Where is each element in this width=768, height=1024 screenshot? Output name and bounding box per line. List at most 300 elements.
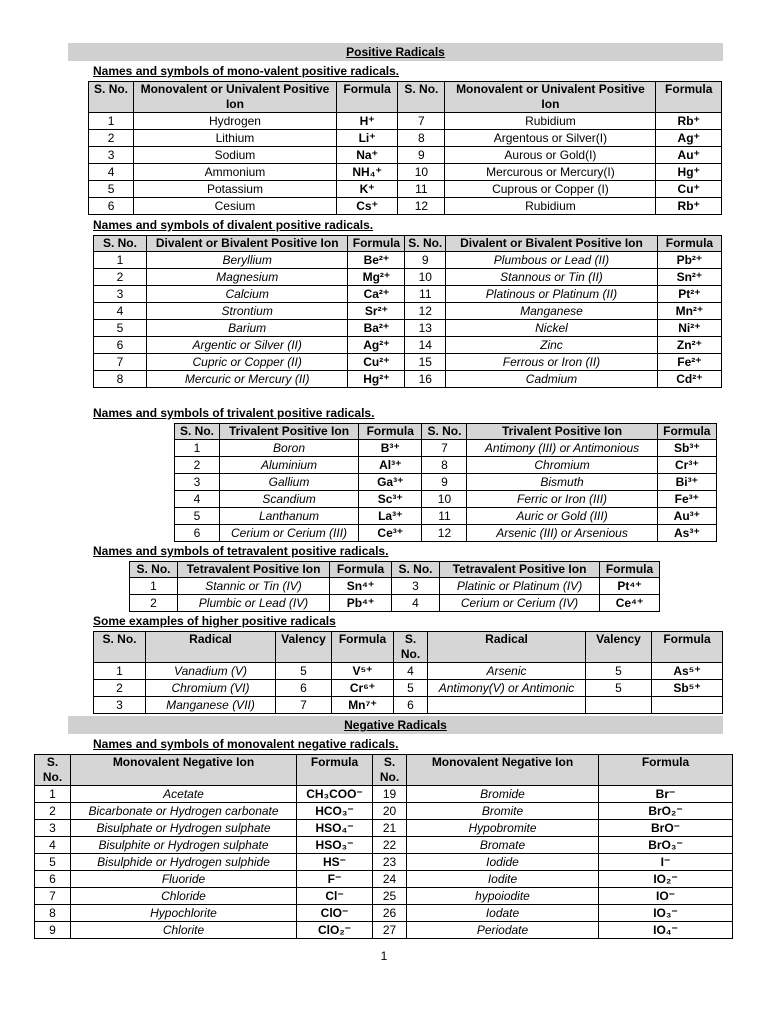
column-header: S. No. [373,755,407,786]
ion-name-cell: Gallium [219,474,358,491]
ion-name-cell: Calcium [146,286,348,303]
formula-cell: IO⁻ [599,888,733,905]
serial-cell: 26 [373,905,407,922]
table-row [35,922,733,939]
ion-name-cell: Cuprous or Copper (I) [445,181,656,198]
table-row [94,371,722,388]
higher-positive-table [93,631,723,714]
serial-cell: 10 [422,491,467,508]
formula-cell: Pb⁴⁺ [330,595,392,612]
ion-name-cell: Cadmium [446,371,658,388]
table-row [94,663,723,680]
table-row [175,491,717,508]
ion-name-cell: Cerium or Cerium (III) [219,525,358,542]
serial-cell: 15 [405,354,446,371]
serial-cell: 24 [373,871,407,888]
serial-cell: 12 [422,525,467,542]
tri-positive-table [174,423,717,542]
serial-cell: 5 [175,508,220,525]
serial-cell: 9 [398,147,445,164]
serial-cell: 1 [130,578,178,595]
formula-cell: Fe²⁺ [657,354,721,371]
higher-positive-caption: Some examples of higher positive radicals [93,614,336,628]
ion-name-cell: Zinc [446,337,658,354]
column-header: Divalent or Bivalent Positive Ion [446,236,658,252]
ion-name-cell: Iodate [407,905,599,922]
serial-cell: 27 [373,922,407,939]
serial-cell: 7 [94,354,147,371]
formula-cell: Cd²⁺ [657,371,721,388]
column-header: Monovalent or Univalent Positive Ion [134,82,337,113]
column-header: S. No. [94,632,146,663]
serial-cell: 11 [405,286,446,303]
formula-cell: HSO₃⁻ [297,837,373,854]
formula-cell: Au³⁺ [657,508,716,525]
table-row [94,303,722,320]
ion-name-cell: Mercurous or Mercury(I) [445,164,656,181]
ion-name-cell: Arsenic (III) or Arsenious [467,525,657,542]
ion-name-cell: Bisulphite or Hydrogen sulphate [71,837,297,854]
formula-cell: Be²⁺ [348,252,405,269]
ion-name-cell: Cupric or Copper (II) [146,354,348,371]
formula-cell: IO₃⁻ [599,905,733,922]
serial-cell: 6 [35,871,71,888]
ion-name-cell: Hydrogen [134,113,337,130]
ion-name-cell: Beryllium [146,252,348,269]
formula-cell: I⁻ [599,854,733,871]
serial-cell: 25 [373,888,407,905]
formula-cell: As³⁺ [657,525,716,542]
column-header: Radical [146,632,276,663]
formula-cell: Br⁻ [599,786,733,803]
ion-name-cell: Chromium [467,457,657,474]
formula-cell: Fe³⁺ [657,491,716,508]
formula-cell: HS⁻ [297,854,373,871]
ion-name-cell: Iodide [407,854,599,871]
serial-cell: 22 [373,837,407,854]
valency-cell: 6 [276,680,332,697]
ion-name-cell: Bicarbonate or Hydrogen carbonate [71,803,297,820]
table-row [94,680,723,697]
column-header: Formula [652,632,723,663]
table-row [35,888,733,905]
formula-cell: CH₃COO⁻ [297,786,373,803]
formula-cell: Ga³⁺ [359,474,422,491]
serial-cell: 21 [373,820,407,837]
ion-name-cell: Bromite [407,803,599,820]
formula-cell: Rb⁺ [656,198,722,215]
column-header: S. No. [394,632,428,663]
table-row [35,837,733,854]
formula-cell: Rb⁺ [656,113,722,130]
table-row [94,320,722,337]
serial-cell: 6 [394,697,428,714]
ion-name-cell: Plumbous or Lead (II) [446,252,658,269]
column-header: Formula [600,562,660,578]
serial-cell: 5 [89,181,134,198]
column-header: Formula [657,236,721,252]
di-positive-caption: Names and symbols of divalent positive radicals. [93,218,374,232]
ion-name-cell: Stannic or Tin (IV) [178,578,330,595]
ion-name-cell: Bromate [407,837,599,854]
table-row [89,198,722,215]
serial-cell: 1 [89,113,134,130]
table-row [89,130,722,147]
column-header: Trivalent Positive Ion [467,424,657,440]
table-row [35,786,733,803]
ion-name-cell: Antimony (III) or Antimonious [467,440,657,457]
formula-cell: BrO₂⁻ [599,803,733,820]
column-header: Formula [332,632,394,663]
table-row [94,697,723,714]
valency-cell: 5 [586,680,652,697]
formula-cell: Cu⁺ [656,181,722,198]
serial-cell: 14 [405,337,446,354]
serial-cell: 13 [405,320,446,337]
formula-cell: Li⁺ [336,130,397,147]
column-header: Formula [348,236,405,252]
ion-name-cell: Bisulphate or Hydrogen sulphate [71,820,297,837]
serial-cell: 3 [94,286,147,303]
column-header: Formula [657,424,716,440]
formula-cell: Ba²⁺ [348,320,405,337]
serial-cell: 3 [89,147,134,164]
formula-cell: Pt²⁺ [657,286,721,303]
column-header: Radical [428,632,586,663]
table-row [94,286,722,303]
serial-cell: 4 [94,303,147,320]
formula-cell: Ce³⁺ [359,525,422,542]
column-header: Formula [297,755,373,786]
ion-name-cell: Cesium [134,198,337,215]
formula-cell: HSO₄⁻ [297,820,373,837]
ion-name-cell: Rubidium [445,113,656,130]
table-row [130,595,660,612]
column-header: Formula [336,82,397,113]
formula-cell: Sn²⁺ [657,269,721,286]
ion-name-cell: Ammonium [134,164,337,181]
tri-positive-caption: Names and symbols of trivalent positive radicals. [93,406,375,420]
formula-cell: H⁺ [336,113,397,130]
ion-name-cell: Lanthanum [219,508,358,525]
serial-cell: 3 [94,697,146,714]
table-row [35,854,733,871]
formula-cell: ClO₂⁻ [297,922,373,939]
formula-cell: BrO⁻ [599,820,733,837]
ion-name-cell: Boron [219,440,358,457]
table-row [94,337,722,354]
column-header: Trivalent Positive Ion [219,424,358,440]
ion-name-cell: Rubidium [445,198,656,215]
ion-name-cell: hypoiodite [407,888,599,905]
serial-cell: 10 [398,164,445,181]
serial-cell: 6 [175,525,220,542]
formula-cell: Hg⁺ [656,164,722,181]
formula-cell: Mn²⁺ [657,303,721,320]
header-row [94,236,722,252]
formula-cell: B³⁺ [359,440,422,457]
serial-cell: 2 [89,130,134,147]
serial-cell: 5 [35,854,71,871]
column-header: Divalent or Bivalent Positive Ion [146,236,348,252]
table-row [35,820,733,837]
page-number: 1 [380,949,388,963]
formula-cell: Sc³⁺ [359,491,422,508]
formula-cell: As⁵⁺ [652,663,723,680]
serial-cell: 2 [94,269,147,286]
header-row [175,424,717,440]
table-row [35,871,733,888]
valency-cell [586,697,652,714]
valency-cell: 5 [276,663,332,680]
serial-cell: 1 [94,252,147,269]
serial-cell: 3 [35,820,71,837]
ion-name-cell: Scandium [219,491,358,508]
table-row [35,905,733,922]
ion-name-cell: Barium [146,320,348,337]
formula-cell: Sr²⁺ [348,303,405,320]
formula-cell: Hg²⁺ [348,371,405,388]
formula-cell: Ag²⁺ [348,337,405,354]
ion-name-cell: Mercuric or Mercury (II) [146,371,348,388]
table-row [130,578,660,595]
serial-cell: 8 [398,130,445,147]
formula-cell: Cu²⁺ [348,354,405,371]
negative-radicals-heading: Negative Radicals [68,716,723,734]
ion-name-cell: Bromide [407,786,599,803]
ion-name-cell: Ferric or Iron (III) [467,491,657,508]
header-row [89,82,722,113]
column-header: S. No. [130,562,178,578]
ion-name-cell: Bisulphide or Hydrogen sulphide [71,854,297,871]
column-header: S. No. [422,424,467,440]
table-row [94,252,722,269]
serial-cell: 16 [405,371,446,388]
ion-name-cell: Chloride [71,888,297,905]
formula-cell: Mn⁷⁺ [332,697,394,714]
formula-cell: Sb³⁺ [657,440,716,457]
serial-cell: 20 [373,803,407,820]
ion-name-cell: Nickel [446,320,658,337]
formula-cell: Ce⁴⁺ [600,595,660,612]
ion-name-cell: Lithium [134,130,337,147]
ion-name-cell: Auric or Gold (III) [467,508,657,525]
column-header: Formula [599,755,733,786]
ion-name-cell: Hypochlorite [71,905,297,922]
ion-name-cell [428,697,586,714]
ion-name-cell: Aurous or Gold(I) [445,147,656,164]
formula-cell: Pb²⁺ [657,252,721,269]
column-header: S. No. [392,562,440,578]
serial-cell: 11 [422,508,467,525]
formula-cell: Pt⁴⁺ [600,578,660,595]
ion-name-cell: Potassium [134,181,337,198]
tetra-positive-table [129,561,660,612]
serial-cell: 8 [94,371,147,388]
formula-cell: Cs⁺ [336,198,397,215]
column-header: S. No. [175,424,220,440]
column-header: Formula [656,82,722,113]
ion-name-cell: Chromium (VI) [146,680,276,697]
ion-name-cell: Antimony(V) or Antimonic [428,680,586,697]
di-positive-table [93,235,722,388]
serial-cell: 4 [394,663,428,680]
serial-cell: 12 [398,198,445,215]
serial-cell: 5 [394,680,428,697]
ion-name-cell: Ferrous or Iron (II) [446,354,658,371]
ion-name-cell: Aluminium [219,457,358,474]
serial-cell: 10 [405,269,446,286]
mono-positive-table [88,81,722,215]
serial-cell: 4 [175,491,220,508]
formula-cell: K⁺ [336,181,397,198]
ion-name-cell: Platinic or Platinum (IV) [440,578,600,595]
table-row [89,164,722,181]
ion-name-cell: Hypobromite [407,820,599,837]
ion-name-cell: Acetate [71,786,297,803]
ion-name-cell: Stannous or Tin (II) [446,269,658,286]
mono-positive-caption: Names and symbols of mono-valent positive radicals. [93,64,400,78]
serial-cell: 9 [35,922,71,939]
ion-name-cell: Plumbic or Lead (IV) [178,595,330,612]
column-header: S. No. [398,82,445,113]
serial-cell: 7 [398,113,445,130]
formula-cell: HCO₃⁻ [297,803,373,820]
ion-name-cell: Fluoride [71,871,297,888]
ion-name-cell: Manganese [446,303,658,320]
ion-name-cell: Manganese (VII) [146,697,276,714]
table-row [175,440,717,457]
mono-negative-caption: Names and symbols of monovalent negative radicals. [93,737,399,751]
serial-cell: 19 [373,786,407,803]
header-row [130,562,660,578]
formula-cell [652,697,723,714]
serial-cell: 7 [422,440,467,457]
ion-name-cell: Magnesium [146,269,348,286]
serial-cell: 4 [392,595,440,612]
serial-cell: 4 [35,837,71,854]
formula-cell: Au⁺ [656,147,722,164]
table-row [94,354,722,371]
column-header: S. No. [35,755,71,786]
mono-negative-table [34,754,733,939]
ion-name-cell: Chlorite [71,922,297,939]
formula-cell: IO₂⁻ [599,871,733,888]
ion-name-cell: Sodium [134,147,337,164]
column-header: Monovalent Negative Ion [71,755,297,786]
table-row [175,508,717,525]
positive-radicals-heading: Positive Radicals [68,43,723,61]
serial-cell: 3 [392,578,440,595]
table-row [89,113,722,130]
formula-cell: Ni²⁺ [657,320,721,337]
column-header: S. No. [94,236,147,252]
column-header: S. No. [89,82,134,113]
ion-name-cell: Bismuth [467,474,657,491]
column-header: Tetravalent Positive Ion [440,562,600,578]
serial-cell: 9 [405,252,446,269]
serial-cell: 6 [94,337,147,354]
serial-cell: 3 [175,474,220,491]
serial-cell: 2 [130,595,178,612]
serial-cell: 23 [373,854,407,871]
valency-cell: 7 [276,697,332,714]
serial-cell: 4 [89,164,134,181]
formula-cell: IO₄⁻ [599,922,733,939]
column-header: Valency [586,632,652,663]
formula-cell: Na⁺ [336,147,397,164]
table-row [94,269,722,286]
serial-cell: 7 [35,888,71,905]
formula-cell: La³⁺ [359,508,422,525]
table-row [175,457,717,474]
formula-cell: ClO⁻ [297,905,373,922]
column-header: Formula [330,562,392,578]
column-header: Monovalent or Univalent Positive Ion [445,82,656,113]
formula-cell: Bi³⁺ [657,474,716,491]
ion-name-cell: Argentous or Silver(I) [445,130,656,147]
formula-cell: NH₄⁺ [336,164,397,181]
formula-cell: BrO₃⁻ [599,837,733,854]
ion-name-cell: Periodate [407,922,599,939]
valency-cell: 5 [586,663,652,680]
serial-cell: 8 [35,905,71,922]
serial-cell: 8 [422,457,467,474]
formula-cell: Sb⁵⁺ [652,680,723,697]
serial-cell: 1 [94,663,146,680]
formula-cell: Ag⁺ [656,130,722,147]
column-header: Tetravalent Positive Ion [178,562,330,578]
formula-cell: V⁵⁺ [332,663,394,680]
serial-cell: 12 [405,303,446,320]
table-row [35,803,733,820]
ion-name-cell: Cerium or Cerium (IV) [440,595,600,612]
table-row [175,474,717,491]
header-row [94,632,723,663]
formula-cell: Ca²⁺ [348,286,405,303]
formula-cell: Cr³⁺ [657,457,716,474]
column-header: Formula [359,424,422,440]
column-header: Valency [276,632,332,663]
serial-cell: 11 [398,181,445,198]
ion-name-cell: Platinous or Platinum (II) [446,286,658,303]
formula-cell: Sn⁴⁺ [330,578,392,595]
column-header: Monovalent Negative Ion [407,755,599,786]
serial-cell: 1 [35,786,71,803]
formula-cell: Zn²⁺ [657,337,721,354]
table-row [175,525,717,542]
formula-cell: Cr⁶⁺ [332,680,394,697]
formula-cell: Cl⁻ [297,888,373,905]
formula-cell: Mg²⁺ [348,269,405,286]
formula-cell: Al³⁺ [359,457,422,474]
tetra-positive-caption: Names and symbols of tetravalent positive radicals. [93,544,389,558]
serial-cell: 2 [175,457,220,474]
column-header: S. No. [405,236,446,252]
table-row [89,181,722,198]
ion-name-cell: Argentic or Silver (II) [146,337,348,354]
ion-name-cell: Vanadium (V) [146,663,276,680]
serial-cell: 5 [94,320,147,337]
serial-cell: 6 [89,198,134,215]
serial-cell: 9 [422,474,467,491]
serial-cell: 2 [94,680,146,697]
serial-cell: 2 [35,803,71,820]
ion-name-cell: Strontium [146,303,348,320]
formula-cell: F⁻ [297,871,373,888]
table-row [89,147,722,164]
ion-name-cell: Arsenic [428,663,586,680]
